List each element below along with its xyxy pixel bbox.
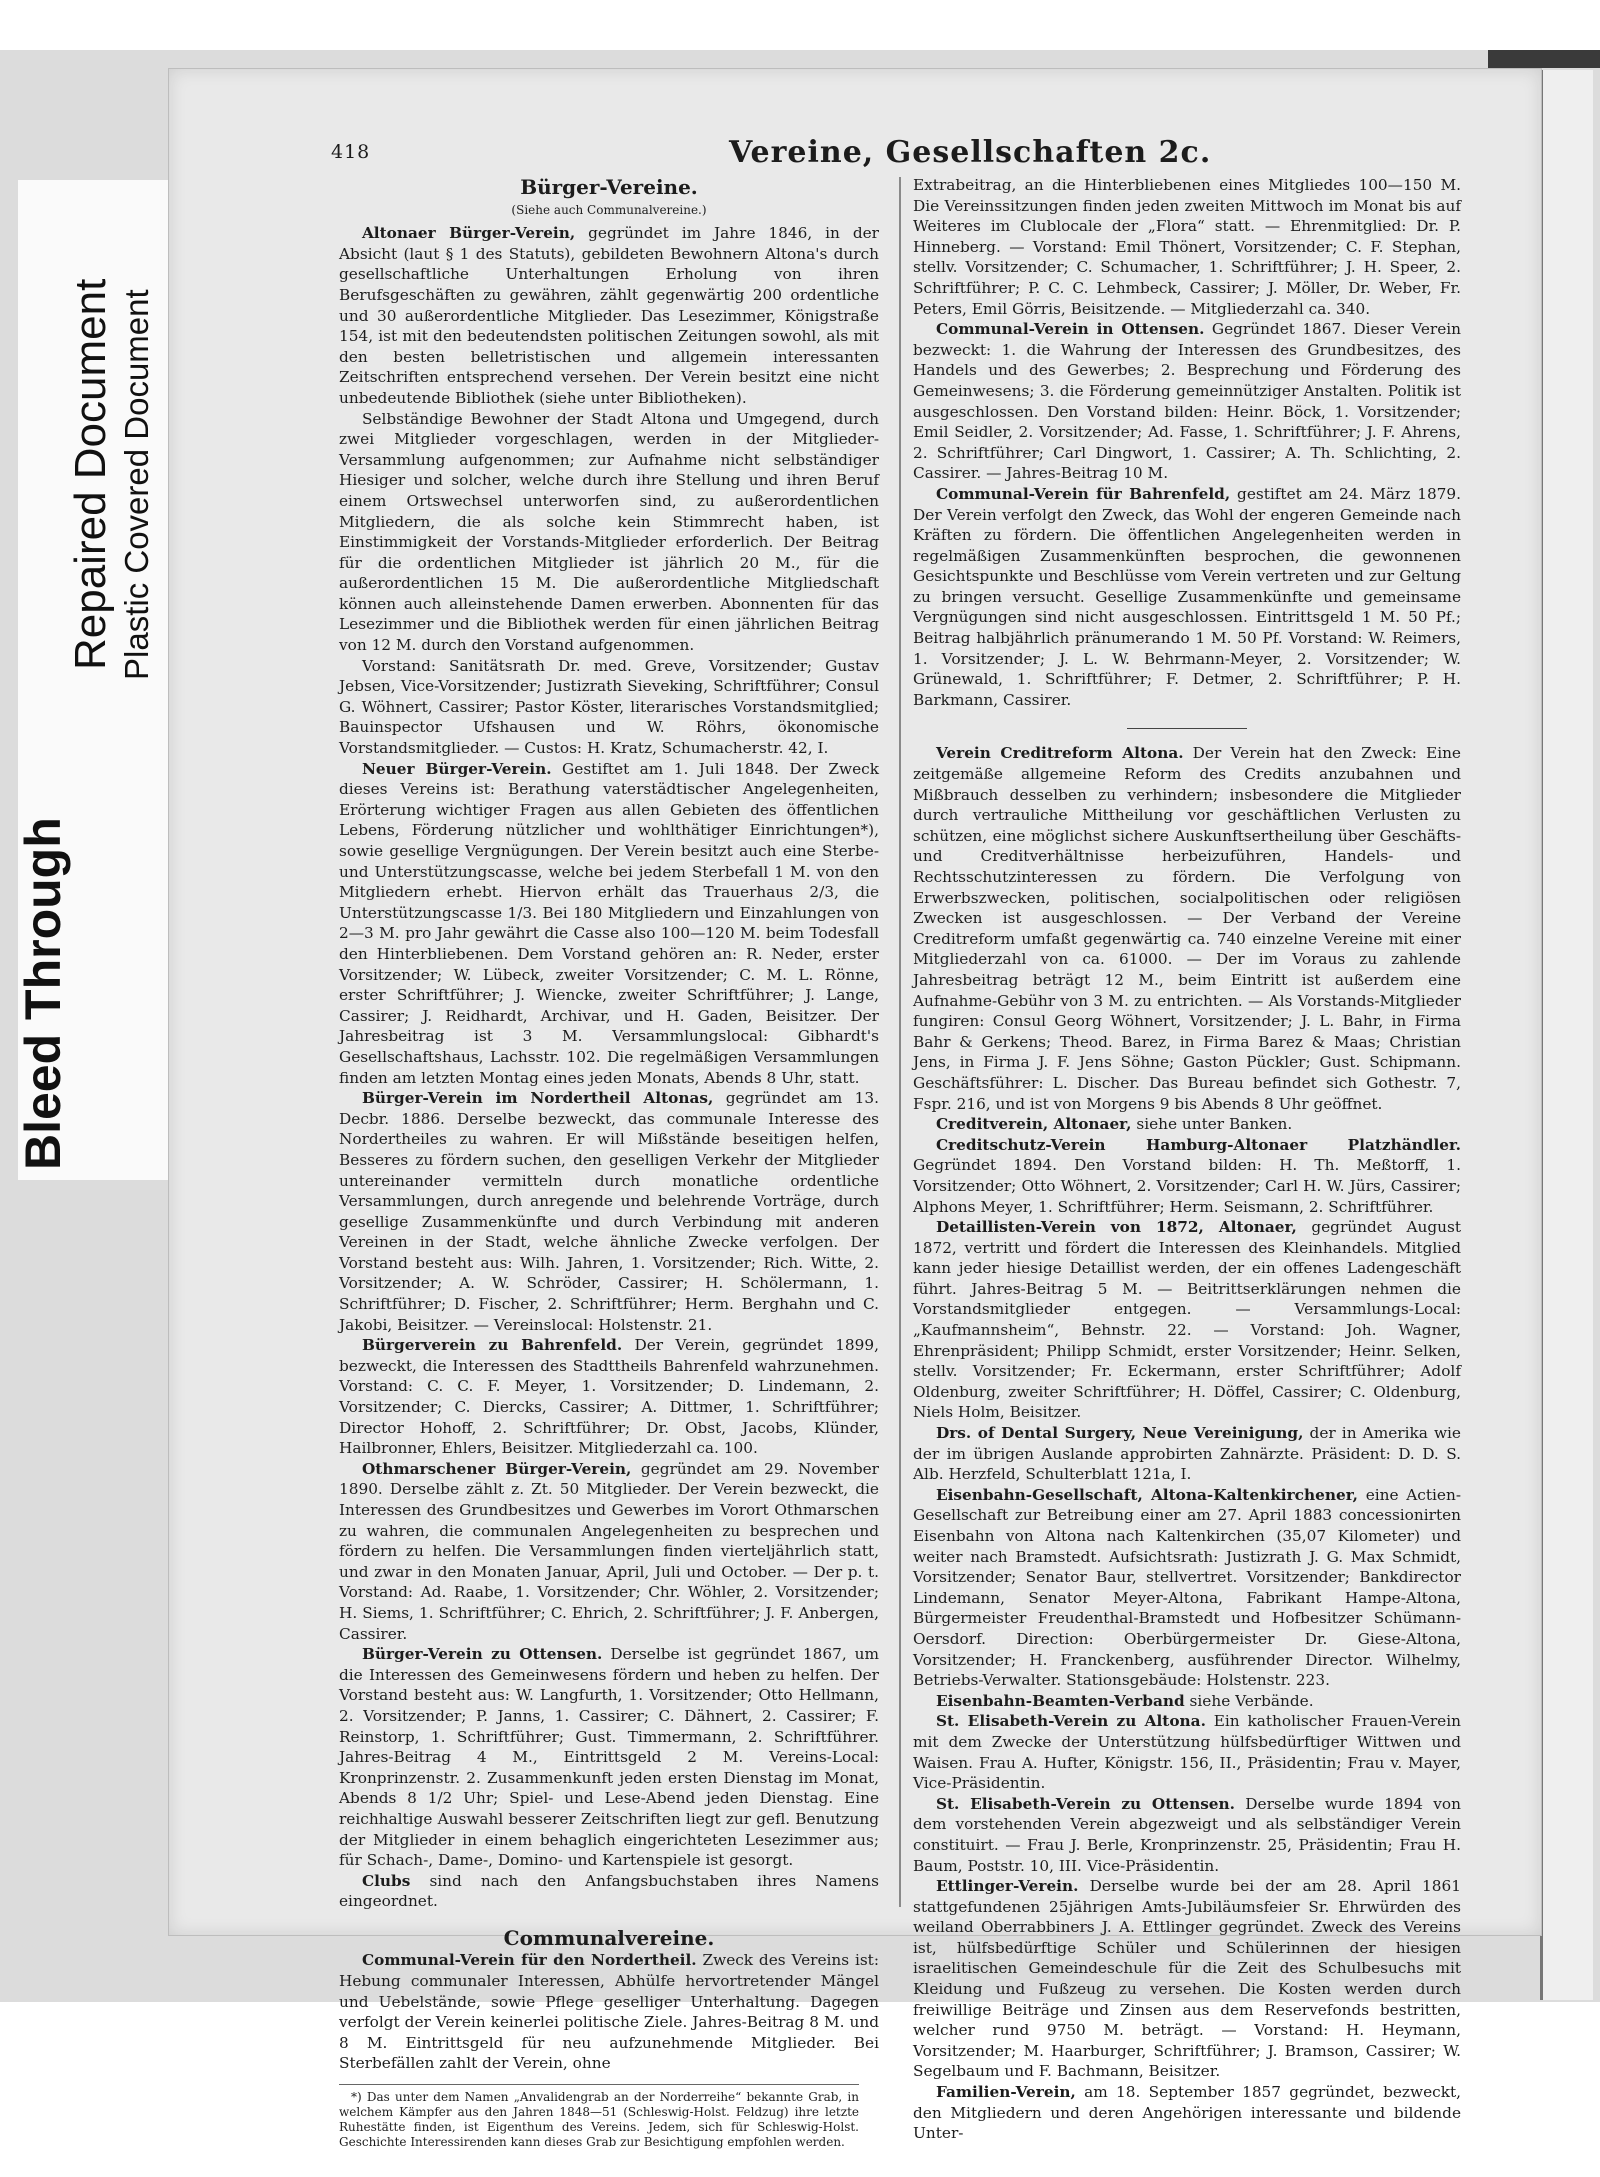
tag-bleed-through: Bleed Through: [15, 817, 71, 1170]
entry-name: Communal-Verein für den Nordertheil.: [361, 1951, 697, 1970]
entry-name: Creditverein, Altonaer,: [935, 1115, 1132, 1134]
entry: St. Elisabeth-Verein zu Altona. Ein katholischer Frauen-Verein mit dem Zwecke der Unterstützung hülfsbedürftiger Wittwen und Waisen. Frau A. Hufter, Königstr. 156, II., Präsidentin; Frau v. Mayer, Vice-Präsidentin.: [913, 1712, 1461, 1793]
entry: Creditverein, Altonaer, siehe unter Banken.: [935, 1115, 1293, 1134]
entry-name: Drs. of Dental Surgery, Neue Vereinigung,: [935, 1424, 1304, 1443]
tag-repaired-document: Repaired Document: [66, 278, 115, 670]
entry: St. Elisabeth-Verein zu Ottensen. Derselbe wurde 1894 von dem vorstehenden Verein abgezweigt und als selbständiger Verein constituirt. — Frau J. Berle, Kronprinzenstr. 25, Präsidentin; Frau H. Baum, Poststr. 10, III. Vice-Präsidentin.: [913, 1794, 1461, 1875]
right-column: [913, 175, 1461, 2144]
entry: Selbständige Bewohner der Stadt Altona und Umgegend, durch zwei Mitglieder vorgeschlagen, werden in der Mitglieder-Versammlung aufgenommen; zur Aufnahme nicht selbständiger Hiesiger und solcher, welche durch ihre Stellung und ihren Beruf einem Ortswechsel unterworfen sind, zu außerordentlichen Mitgliedern, die als solche kein Stimmrecht haben, ist Einstimmigkeit der Vorstands-Mitglieder erforderlich. Der Beitrag für die ordentlichen Mitglieder ist jährlich 20 M., für die außerordentlichen 15 M. Die außerordentliche Mitgliedschaft können auch alleinstehende Damen erwerben. Abonnenten für das Lesezimmer und die Bibliothek werden für einen jährlichen Beitrag von 12 M. durch den Vorstand aufgenommen.: [339, 409, 879, 655]
page-edge-top: [1488, 50, 1600, 68]
entry-name: Bürgerverein zu Bahrenfeld.: [361, 1336, 623, 1355]
section-title: Bürger-Vereine.: [520, 175, 698, 199]
entry: Extrabeitrag, an die Hinterbliebenen eines Mitgliedes 100—150 M. Die Vereinssitzungen finden jeden zweiten Mittwoch im Monat bis auf Weiteres im Clublocale der „Flora“ statt. — Ehrenmitglied: Dr. P. Hinneberg. — Vorstand: Emil Thönert, Vorsitzender; C. F. Stephan, stellv. Vorsitzender; C. Schumacher, 1. Schriftführer; J. H. Speer, 2. Schriftführer; P. C. C. Lehmbeck, Cassirer; J. Möller, Dr. Weber, Fr. Peters, Emil Görris, Beisitzende. — Mitgliederzahl ca. 340.: [913, 176, 1461, 318]
entry-name: Familien-Verein,: [935, 2083, 1076, 2102]
tag-plastic-covered: Plastic Covered Document: [118, 289, 155, 680]
entry-name: Eisenbahn-Gesellschaft, Altona-Kaltenkirchener,: [935, 1485, 1358, 1504]
page-number: 418: [331, 141, 371, 163]
running-head: Vereine, Gesellschaften 2c.: [729, 135, 1212, 170]
entry: Altonaer Bürger-Verein, gegründet im Jahre 1846, in der Absicht (laut § 1 des Statuts), gebildeten Bewohnern Altona's durch gesellschaftliche Unterhaltungen Erholung von ihren Berufsgeschäften zu gewähren, zählt gegenwärtig 200 ordentliche und 30 außerordentliche Mitglieder. Das Lesezimmer, Königstraße 154, ist mit den bedeutendsten politischen Zeitungen sowohl, als mit den besten belletristischen und allgemein interessanten Zeitschriften entsprechend versehen. Der Verein besitzt eine nicht unbedeutende Bibliothek (siehe unter Bibliotheken).: [339, 224, 879, 407]
entry-name: Clubs: [361, 1871, 411, 1890]
entry-name: Ettlinger-Verein.: [935, 1877, 1079, 1896]
communal-title: Communalvereine.: [503, 1925, 715, 1950]
entry-name: Bürger-Verein im Nordertheil Altonas,: [361, 1089, 714, 1108]
entry-name: Communal-Verein für Bahrenfeld,: [935, 484, 1231, 503]
entry: Bürger-Verein zu Ottensen. Derselbe ist gegründet 1867, um die Interessen des Gemeinwesens fördern und heben zu helfen. Der Vorstand besteht aus: W. Langfurth, 1. Vorsitzender; Otto Hellmann, 2. Vorsitzender; P. Janns, 1. Cassirer; C. Dähnert, 2. Cassirer; F. Reinstorp, 1. Schriftführer; Gust. Timmermann, 2. Schriftführer. Jahres-Beitrag 4 M., Eintrittsgeld 2 M. Vereins-Local: Kronprinzenstr. 2. Zusammenkunft jeden ersten Dienstag im Monat, Abends 8 1/2 Uhr; Spiel- und Lese-Abend jeden Dienstag. Eine reichhaltige Auswahl besserer Zeitschriften liegt zur gefl. Benutzung der Mitglieder in einem behaglich eingerichteten Lesezimmer aus; für Schach-, Dame-, Domino- und Kartenspiele ist gesorgt.: [339, 1645, 879, 1870]
scanned-page: [168, 68, 1542, 2150]
entry: Detaillisten-Verein von 1872, Altonaer, gegründet August 1872, vertritt und fördert die Interessen des Kleinhandels. Mitglied kann jeder hiesige Detaillist werden, der ein offenes Ladengeschäft führt. Jahres-Beitrag 5 M. — Beitrittserklärungen nehmen die Vorstandsmitglieder entgegen. — Versammlungs-Local: „Kaufmannsheim“, Behnstr. 22. — Vorstand: Joh. Wagner, Ehrenpräsident; Philipp Schmidt, erster Vorsitzender; Heinr. Selken, stellv. Vorsitzender; Fr. Eckermann, erster Schriftführer; Adolf Oldenburg, zweiter Schriftführer; H. Döffel, Cassirer; C. Oldenburg, Niels Holm, Beisitzer.: [913, 1218, 1461, 1422]
entry: Vorstand: Sanitätsrath Dr. med. Greve, Vorsitzender; Gustav Jebsen, Vice-Vorsitzender; Justizrath Sieveking, Schriftführer; Consul G. Wöhnert, Cassirer; Pastor Köster, literarisches Vorstandsmitglied; Bauinspector Ufshausen und W. Röhrs, ökonomische Vorstandsmitglieder. — Custos: H. Kratz, Schumacherstr. 42, I.: [339, 656, 879, 758]
entry: Ettlinger-Verein. Derselbe wurde bei der am 28. April 1861 stattgefundenen 25jährigen Amts-Jubiläumsfeier Sr. Ehrwürden des weiland Oberrabbiners J. A. Ettlinger gegründet. Zweck des Vereins ist, hülfsbedürftige Schüler und Schülerinnen der hiesigen israelitischen Gemeindeschule für die Zeit des Schulbesuchs mit Kleidung und Fußzeug zu versehen. Die Kosten werden durch freiwillige Beiträge und Zinsen aus dem Reservefonds bestritten, welcher rund 9750 M. beträgt. — Vorstand: H. Heymann, Vorsitzender; M. Haarburger, Schriftführer; J. Bramson, Cassirer; W. Segelbaum und F. Bachmann, Beisitzer.: [913, 1877, 1461, 2081]
entry-name: St. Elisabeth-Verein zu Ottensen.: [935, 1794, 1235, 1813]
entry-name: Detaillisten-Verein von 1872, Altonaer,: [935, 1218, 1297, 1237]
entry: Bürgerverein zu Bahrenfeld. Der Verein, gegründet 1899, bezweckt, die Interessen des Stadttheils Bahrenfeld wahrzunehmen. Vorstand: C. C. F. Meyer, 1. Vorsitzender; D. Lindemann, 2. Vorsitzender; C. Diercks, Cassirer; A. Dittmer, 1. Schriftführer; Director Hohoff, 2. Schriftführer; Dr. Obst, Jacobs, Klünder, Hailbronner, Ehlers, Beisitzer. Mitgliederzahl ca. 100.: [339, 1336, 879, 1458]
entry: Bürger-Verein im Nordertheil Altonas, gegründet am 13. Decbr. 1886. Derselbe bezweckt, das communale Interesse des Nordertheiles zu wahren. Er will Mißstände beseitigen helfen, Besseres zu fördern suchen, den geselligen Verkehr der Mitglieder untereinander vermitteln durch monatliche ordentliche Versammlungen, durch anregende und belehrende Vorträge, durch gesellige Zusammenkünfte und durch Verbindung mit anderen Vereinen in der Stadt, welche ähnliche Zwecke verfolgen. Der Vorstand besteht aus: Wilh. Jahren, 1. Vorsitzender; Rich. Witte, 2. Vorsitzender; A. W. Schröder, Cassirer; H. Schölermann, 1. Schriftführer; D. Fischer, 2. Schriftführer; Herm. Berghahn und C. Jakobi, Beisitzer. — Vereinslocal: Holstenstr. 21.: [339, 1089, 879, 1334]
entry: Familien-Verein, am 18. September 1857 gegründet, bezweckt, den Mitgliedern und deren Angehörigen interessante und bildende Unter-: [913, 2083, 1461, 2143]
entry: Communal-Verein in Ottensen. Gegründet 1867. Dieser Verein bezweckt: 1. die Wahrung der Interessen des Grundbesitzes, des Handels und des Gewerbes; 2. Besprechung und Förderung des Gemeinwesens; 3. die Förderung gemeinnütziger Anstalten. Politik ist ausgeschlossen. Den Vorstand bilden: Heinr. Böck, 1. Vorsitzender; Emil Seidler, 2. Vorsitzender; Ad. Fasse, 1. Schriftführer; J. F. Ahrens, 2. Schriftführer; Carl Dingwort, 1. Cassirer; A. Th. Schlichting, 2. Cassirer. — Jahres-Beitrag 10 M.: [913, 320, 1461, 483]
entry: Othmarschener Bürger-Verein, gegründet am 29. November 1890. Derselbe zählt z. Zt. 50 Mitglieder. Der Verein bezweckt, die Interessen des Grundbesitzes und Gewerbes im Vorort Othmarschen zu wahren, die communalen Angelegenheiten zu besprechen und fördern zu helfen. Die Versammlungen finden vierteljährlich statt, und zwar in den Monaten Januar, April, Juli und October. — Der p. t. Vorstand: Ad. Raabe, 1. Vorsitzender; Chr. Wöhler, 2. Vorsitzender; H. Siems, 1. Schriftführer; C. Ehrich, 2. Schriftführer; J. F. Anbergen, Cassirer.: [339, 1459, 879, 1643]
entry: Clubs sind nach den Anfangsbuchstaben ihres Namens eingeordnet.: [339, 1871, 880, 1911]
page-edge-right: [1540, 70, 1593, 2000]
entry-name: Verein Creditreform Altona.: [935, 744, 1184, 763]
entry: Eisenbahn-Beamten-Verband siehe Verbände.: [935, 1691, 1314, 1710]
entry: Verein Creditreform Altona. Der Verein hat den Zweck: Eine zeitgemäße allgemeine Reform des Credits anzubahnen und Mißbrauch desselben zu verhindern; insbesondere die Mitglieder durch vertrauliche Mittheilung vor geschäftlichen Verlusten zu schützen, eine möglichst sichere Auskunftsertheilung über Geschäfts- und Creditverhältnisse herbeizuführen, Handels- und Rechtsschutzinteressen zu fördern. Die Verfolgung von Erwerbszwecken, politischen, socialpolitischen oder religiösen Zwecken ist ausgeschlossen. — Der Verband der Vereine Creditreform umfaßt gegenwärtig ca. 740 einzelne Vereine mit einer Mitgliederzahl von ca. 61000. — Der im Voraus zu zahlende Jahresbeitrag beträgt 12 M., beim Eintritt ist außerdem eine Aufnahme-Gebühr von 3 M. zu entrichten. — Als Vorstands-Mitglieder fungiren: Consul Georg Wöhnert, Vorsitzender; J. L. Bahr, in Firma Bahr & Gerkens; Theod. Barez, in Firma Barez & Maas; Christian Jens, in Firma J. F. Jens Söhne; Gaston Pückler; Gust. Schipmann. Geschäftsführer: L. Discher. Das Bureau befindet sich Gothestr. 7, Fspr. 216, und ist von Morgens 9 bis Abends 8 Uhr geöffnet.: [913, 744, 1461, 1113]
entry-name: St. Elisabeth-Verein zu Altona.: [935, 1712, 1206, 1731]
entry: Drs. of Dental Surgery, Neue Vereinigung, der in Amerika wie der im übrigen Auslande approbirten Zahnärzte. Präsident: D. D. S. Alb. Herzfeld, Schulterblatt 121a, I.: [913, 1424, 1461, 1484]
entry-name: Altonaer Bürger-Verein,: [361, 224, 576, 243]
entry: Communal-Verein für Bahrenfeld, gestiftet am 24. März 1879. Der Verein verfolgt den Zweck, das Wohl der engeren Gemeinde nach Kräften zu fördern. Die öffentlichen Angelegenheiten werden in regelmäßigen Zusammenkünften besprochen, die gewonnenen Gesichtspunkte und Beschlüsse vom Verein vertreten und zur Geltung zu bringen versucht. Gesellige Zusammenkünfte und gemeinsame Vergnügungen sind nicht ausgeschlossen. Eintrittsgeld 1 M. 50 Pf.; Beitrag halbjährlich pränumerando 1 M. 50 Pf. Vorstand: W. Reimers, 1. Vorsitzender; J. L. W. Behrmann-Meyer, 2. Vorsitzender; W. Grünewald, 1. Schriftführer; F. Detmer, 2. Schriftführer; P. H. Barkmann, Cassirer.: [913, 484, 1461, 709]
entry: Eisenbahn-Gesellschaft, Altona-Kaltenkirchener, eine Actien-Gesellschaft zur Betreibung einer am 27. April 1883 concessionirten Eisenbahn von Altona nach Kaltenkirchen (35,07 Kilometer) und weiter nach Bramstedt. Aufsichtsrath: Justizrath J. G. Max Schmidt, Vorsitzender; Senator Baur, stellvertret. Vorsitzender; Bankdirector Lindemann, Senator Meyer-Altona, Fabrikant Hampe-Altona, Bürgermeister Freudenthal-Bramstedt und Hofbesitzer Schümann-Oersdorf. Direction: Oberbürgermeister Dr. Giese-Altona, Vorsitzender; H. Franckenberg, ausführender Director. Wilhelmy, Betriebs-Verwalter. Stationsgebäude: Holstenstr. 223.: [913, 1485, 1461, 1690]
column-rule: [899, 177, 901, 1907]
entry-name: Neuer Bürger-Verein.: [361, 759, 552, 778]
entry-name: Bürger-Verein zu Ottensen.: [361, 1645, 603, 1664]
entry-name: Eisenbahn-Beamten-Verband: [935, 1691, 1185, 1710]
section-note: (Siehe auch Communalvereine.): [511, 202, 707, 217]
entry: Creditschutz-Verein Hamburg-Altonaer Platzhändler. Gegründet 1894. Den Vorstand bilden: H. Th. Meßtorff, 1. Vorsitzender; Otto Wöhnert, 2. Vorsitzender; Carl H. W. Jürs, Cassirer; Alphons Meyer, 1. Schriftführer; Herm. Seismann, 2. Schriftführer.: [913, 1135, 1461, 1216]
entry-name: Creditschutz-Verein Hamburg-Altonaer Platzhändler.: [935, 1135, 1461, 1154]
entry-name: Othmarschener Bürger-Verein,: [361, 1459, 632, 1478]
entry: Communal-Verein für den Nordertheil. Zweck des Vereins ist: Hebung communaler Interessen, Abhülfe hervortretender Mängel und Uebelstände, sowie Pflege geselliger Unterhaltung. Dagegen verfolgt der Verein keinerlei politische Ziele. Jahres-Beitrag 8 M. und 8 M. Eintrittsgeld für neu aufzunehmende Mitglieder. Bei Sterbefällen zahlt der Verein, ohne: [339, 1951, 879, 2073]
left-column: [339, 175, 879, 2150]
entry-name: Communal-Verein in Ottensen.: [935, 320, 1205, 339]
entry: Neuer Bürger-Verein. Gestiftet am 1. Juli 1848. Der Zweck dieses Vereins ist: Berathung vaterstädtischer Angelegenheiten, Erörterung wichtiger Fragen aus allen Gebieten des öffentlichen Lebens, Förderung nützlicher und wohlthätiger Einrichtungen*), sowie gesellige Vergnügungen. Der Verein besitzt auch eine Sterbe- und Unterstützungscasse, welche bei jedem Sterbefall 1 M. von den Mitgliedern erhebt. Hiervon erhält das Trauerhaus 2/3, die Unterstützungscasse 1/3. Bei 180 Mitgliedern und Einzahlungen von 2—3 M. pro Jahr gewährt die Casse also 100—120 M. beim Todesfall den Hinterbliebenen. Dem Vorstand gehören an: R. Neder, erster Vorsitzender; W. Lübeck, zweiter Vorsitzender; C. M. L. Rönne, erster Schriftführer; J. Wiencke, zweiter Schriftführer; J. Lange, Cassirer; J. Reidhardt, Archivar, und H. Gaden, Beisitzer. Der Jahresbeitrag ist 3 M. Versammlungslocal: Gibhardt's Gesellschaftshaus, Lachsstr. 102. Die regelmäßigen Versammlungen finden am letzten Montag eines jeden Monats, Abends 8 Uhr, statt.: [339, 759, 879, 1087]
footnote: *) Das unter dem Namen „Anvalidengrab an der Norderreihe“ bekannte Grab, in welchem Kämpfer aus den Jahren 1848—51 (Schleswig-Holst. Feldzug) ihre letzte Ruhestätte finden, ist Eigenthum des Vereins. Jedem, sich für Schleswig-Holst. Geschichte Interessirenden kann dieses Grab zur Besichtigung empfohlen werden.: [339, 2084, 859, 2150]
section-separator: [1127, 728, 1247, 729]
